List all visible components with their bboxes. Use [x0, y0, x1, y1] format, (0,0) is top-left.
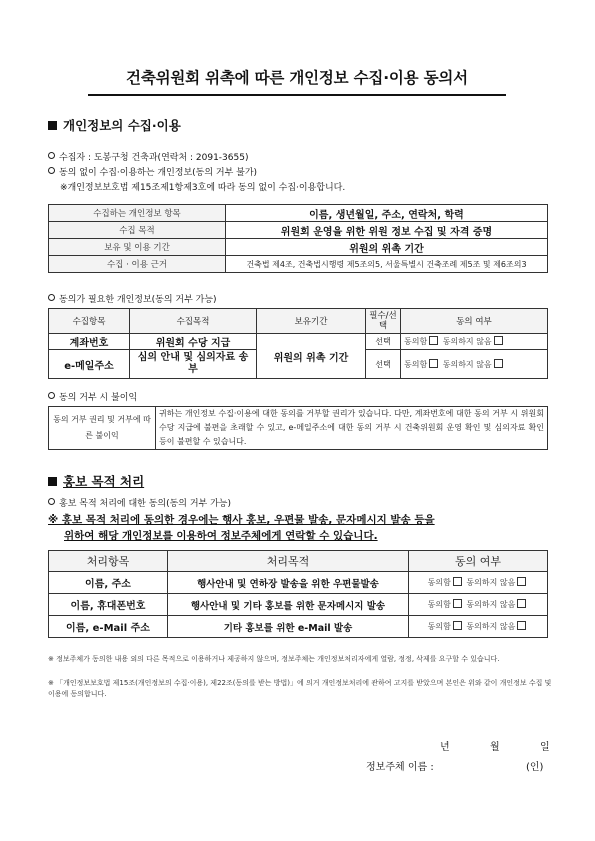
- circle-bullet-icon: [48, 498, 55, 505]
- section-heading-text: 홍보 목적 처리: [63, 474, 145, 489]
- refusal-heading-line: [48, 390, 137, 403]
- refusal-table: [48, 406, 548, 450]
- consent-required-text: 동의가 필요한 개인정보(동의 거부 가능): [59, 295, 217, 305]
- promotion-notice-line-2: 위하여 해당 개인정보를 이용하여 정보주체에게 연락할 수 있습니다.: [64, 530, 378, 542]
- refusal-label: 동의 거부 권리 및 거부에 따른 불이익: [49, 407, 156, 450]
- consent-choice-cell: [409, 572, 548, 594]
- promotion-consent-line: [48, 496, 231, 509]
- column-header: 수집항목: [49, 309, 130, 334]
- required-info-table: [48, 204, 548, 273]
- date-year-label: 년: [440, 742, 450, 753]
- disagree-label: 동의하지 않음: [466, 622, 516, 631]
- table-header-row: [49, 309, 548, 334]
- agree-checkbox[interactable]: [453, 577, 462, 586]
- column-header: 수집목적: [130, 309, 257, 334]
- date-month-label: 월: [490, 742, 500, 753]
- disagree-label: 동의하지 않음: [466, 578, 516, 587]
- row-value: 건축법 제4조, 건축법시행령 제5조의5, 서울특별시 건축조례 제5조 및 제6조의3: [226, 256, 548, 273]
- table-row: [49, 222, 548, 239]
- purpose-cell: 기타 홍보를 위한 e-Mail 발송: [168, 616, 409, 638]
- consent-choice-cell: [409, 616, 548, 638]
- agree-label: 동의함: [427, 578, 451, 587]
- section-heading-promotion: [48, 472, 144, 490]
- consent-choice-cell: [401, 334, 548, 350]
- row-label: 수집하는 개인정보 항목: [49, 205, 226, 222]
- circle-bullet-icon: [48, 294, 55, 301]
- table-row: [49, 572, 548, 594]
- circle-bullet-icon: [48, 167, 55, 174]
- consent-choice-cell: [409, 594, 548, 616]
- agree-checkbox[interactable]: [453, 599, 462, 608]
- refusal-heading-text: 동의 거부 시 불이익: [59, 393, 138, 403]
- collector-line: [48, 150, 248, 163]
- purpose-cell: 행사안내 및 연하장 발송을 위한 우편물발송: [168, 572, 409, 594]
- promotion-consent-text: 홍보 목적 처리에 대한 동의(동의 거부 가능): [59, 499, 231, 509]
- promotion-table: [48, 550, 548, 638]
- row-value: 이름, 생년월일, 주소, 연락처, 학력: [226, 205, 548, 222]
- disagree-checkbox[interactable]: [517, 577, 526, 586]
- footnote-2: ※ 「개인정보보호법 제15조(개인정보의 수집·이용), 제22조(동의를 받는 방법)」에 의거 개인정보처리에 관하여 고지를 받았으며 본인은 위와 같이 개인정보 수집 및 이용에 동의합니다.: [48, 679, 552, 698]
- item-cell: e-메일주소: [49, 350, 130, 379]
- table-row: [49, 616, 548, 638]
- optional-info-table: [48, 308, 548, 379]
- no-consent-text: 동의 없이 수집·이용하는 개인정보(동의 거부 불가): [59, 168, 258, 178]
- section-heading-collection: [48, 116, 181, 134]
- row-label: 수집 목적: [49, 222, 226, 239]
- collector-text: 수집자 : 도봉구청 건축과(연락처 : 2091-3655): [59, 153, 249, 163]
- table-header-row: [49, 551, 548, 572]
- disagree-label: 동의하지 않음: [466, 600, 516, 609]
- row-label: 보유 및 이용 기간: [49, 239, 226, 256]
- purpose-cell: 심의 안내 및 심의자료 송부: [130, 350, 257, 379]
- table-row: [49, 594, 548, 616]
- column-header: 필수/선택: [366, 309, 401, 334]
- footnote-1: ※ 정보주체가 동의한 내용 외의 다른 목적으로 이용하거나 제공하지 않으며, 정보주체는 개인정보처리자에게 열람, 정정, 삭제를 요구할 수 있습니다.: [48, 655, 500, 663]
- table-row: [49, 334, 548, 350]
- disagree-checkbox[interactable]: [494, 359, 503, 368]
- retention-cell: 위원의 위촉 기간: [257, 334, 366, 379]
- item-cell: 계좌번호: [49, 334, 130, 350]
- agree-checkbox[interactable]: [453, 621, 462, 630]
- item-cell: 이름, e-Mail 주소: [49, 616, 168, 638]
- row-value: 위원회 운영을 위한 위원 정보 수집 및 자격 증명: [226, 222, 548, 239]
- table-row: [49, 239, 548, 256]
- agree-checkbox[interactable]: [429, 359, 438, 368]
- table-row: [49, 256, 548, 273]
- signature-name-label: 정보주체 이름 :: [366, 762, 434, 773]
- refusal-description: 귀하는 개인정보 수집·이용에 대한 동의를 거부할 권리가 있습니다. 다만, 계좌번호에 대한 동의 거부 시 위원회 수당 지급에 불편을 초래할 수 있고, e-메일주소에 대한 동의 거부 시 건축위원회 운영 확인 및 심의자료 확인 등이 불편할 수 있습니다.: [156, 407, 548, 450]
- column-header: 처리항목: [49, 551, 168, 572]
- table-row: [49, 205, 548, 222]
- legal-basis-note: ※개인정보보호법 제15조제1항제3호에 따라 동의 없이 수집·이용합니다.: [60, 183, 346, 193]
- section-heading-text: 개인정보의 수집·이용: [63, 118, 181, 133]
- column-header: 처리목적: [168, 551, 409, 572]
- item-cell: 이름, 휴대폰번호: [49, 594, 168, 616]
- circle-bullet-icon: [48, 392, 55, 399]
- item-cell: 이름, 주소: [49, 572, 168, 594]
- document-title: 건축위원회 위촉에 따른 개인정보 수집·이용 동의서: [88, 66, 506, 96]
- consent-choice-cell: [401, 350, 548, 379]
- agree-label: 동의함: [404, 359, 428, 369]
- column-header: 보유기간: [257, 309, 366, 334]
- seal-label: (인): [526, 762, 544, 773]
- no-consent-line: [48, 165, 257, 178]
- agree-label: 동의함: [404, 337, 428, 346]
- disagree-label: 동의하지 않음: [442, 337, 492, 346]
- type-cell: 선택: [366, 334, 401, 350]
- agree-checkbox[interactable]: [429, 336, 438, 345]
- column-header: 동의 여부: [401, 309, 548, 334]
- circle-bullet-icon: [48, 152, 55, 159]
- disagree-label: 동의하지 않음: [442, 359, 492, 369]
- purpose-cell: 위원회 수당 지급: [130, 334, 257, 350]
- type-cell: 선택: [366, 350, 401, 379]
- disagree-checkbox[interactable]: [517, 621, 526, 630]
- disagree-checkbox[interactable]: [494, 336, 503, 345]
- black-square-icon: [48, 121, 57, 130]
- row-label: 수집 · 이용 근거: [49, 256, 226, 273]
- table-row: [49, 407, 548, 450]
- column-header: 동의 여부: [409, 551, 548, 572]
- agree-label: 동의함: [427, 622, 451, 631]
- disagree-checkbox[interactable]: [517, 599, 526, 608]
- agree-label: 동의함: [427, 600, 451, 609]
- date-day-label: 일: [540, 742, 550, 753]
- purpose-cell: 행사안내 및 기타 홍보를 위한 문자메시지 발송: [168, 594, 409, 616]
- consent-required-line: [48, 292, 217, 305]
- row-value: 위원의 위촉 기간: [226, 239, 548, 256]
- black-square-icon: [48, 477, 57, 486]
- promotion-notice-line-1: ※ 홍보 목적 처리에 동의한 경우에는 행사 홍보, 우편물 발송, 문자메시지 발송 등을: [48, 514, 435, 526]
